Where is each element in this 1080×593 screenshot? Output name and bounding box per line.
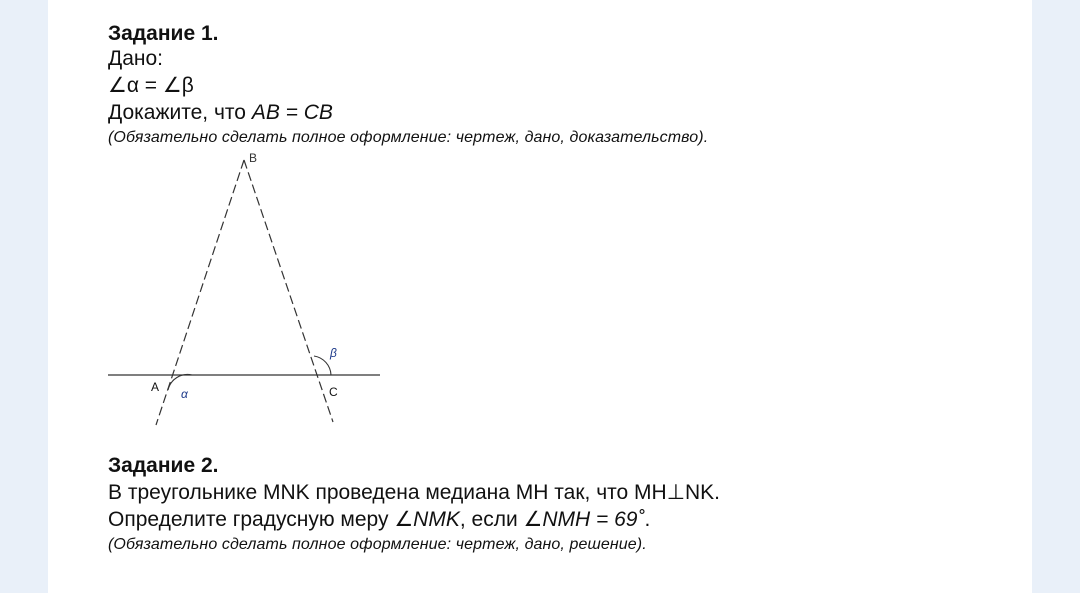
task1-prove-prefix: Докажите, что xyxy=(108,101,252,124)
task2-line1: В треугольнике MNK проведена медиана MH так, что MH⊥NK. xyxy=(108,481,721,504)
task2-angle: ∠NMK xyxy=(394,508,460,531)
task2-line2-mid: , если xyxy=(459,508,524,531)
task2-title: Задание 2. xyxy=(108,454,219,477)
task1-given-label: Дано: xyxy=(108,47,164,70)
task1-condition: ∠α = ∠β xyxy=(108,74,194,97)
task2-line2-prefix: Определите градусную меру xyxy=(108,508,395,531)
task2-line2-end: . xyxy=(644,508,651,531)
label-b: B xyxy=(249,151,258,165)
side-bc xyxy=(244,160,333,422)
task1-note: (Обязательно сделать полное оформление: чертеж, дано, доказательство). xyxy=(108,129,709,146)
task2-condition: ∠NMH = 69˚ xyxy=(523,508,645,531)
label-alpha: α xyxy=(181,387,188,401)
label-a: A xyxy=(151,380,160,394)
triangle-figure xyxy=(48,0,1032,593)
document-page xyxy=(48,0,1032,593)
task1-title: Задание 1. xyxy=(108,22,219,45)
label-beta: β xyxy=(330,346,337,360)
task1-prove-expr: AB = CB xyxy=(251,101,333,124)
task2-line2 xyxy=(108,509,650,530)
label-c: C xyxy=(329,385,338,399)
task2-note: (Обязательно сделать полное оформление: чертеж, дано, решение). xyxy=(108,536,647,553)
